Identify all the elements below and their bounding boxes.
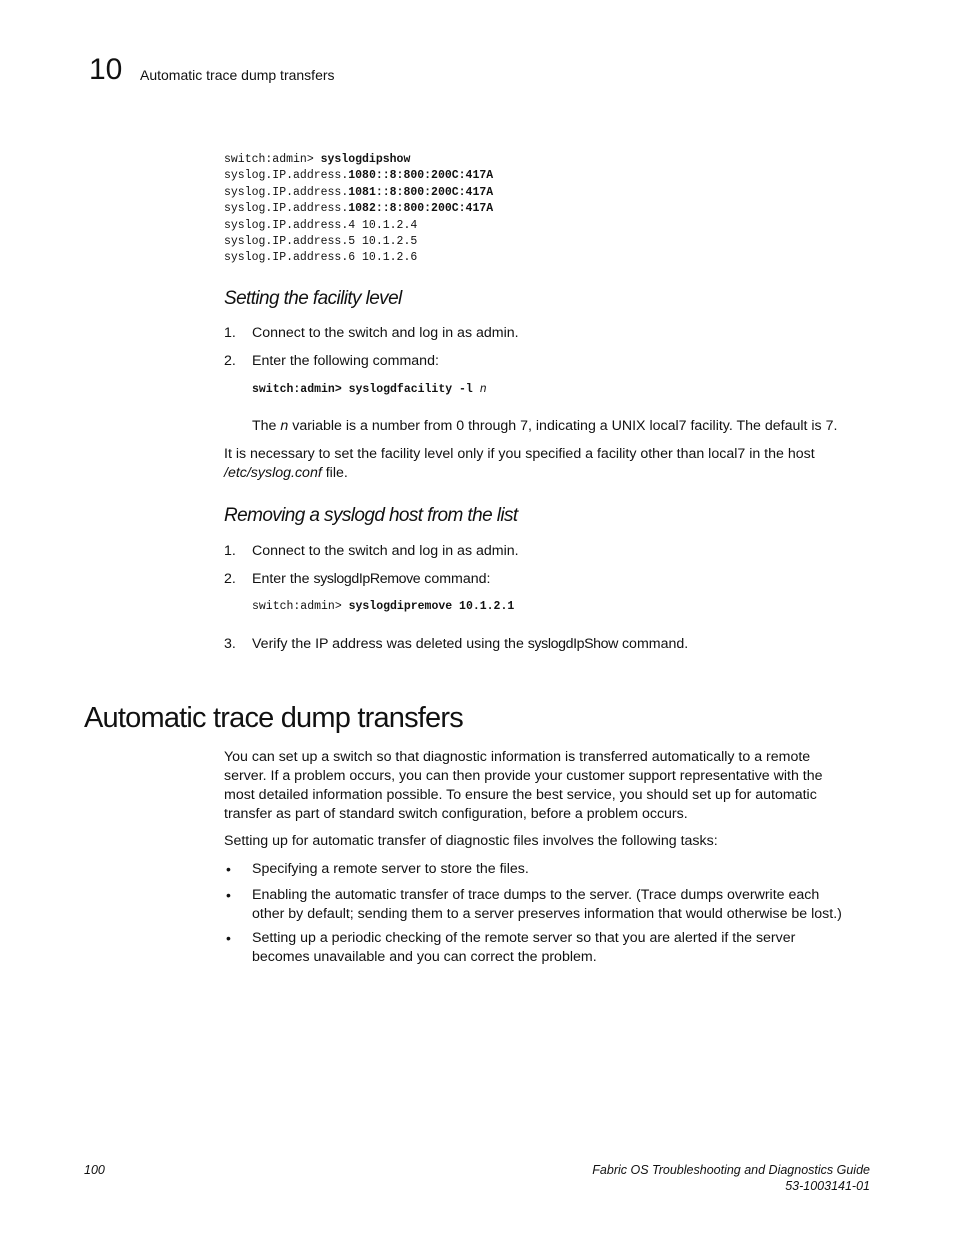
list-item: Setting up a periodic checking of the remote server so that you are alerted if the server becomes unavailable and you can correct the problem. bbox=[252, 930, 796, 965]
step-number: 3. bbox=[224, 636, 236, 652]
code-line: syslog.IP.address.5 10.1.2.5 bbox=[224, 235, 418, 249]
code-line: syslog.IP.address.1082::8:800:200C:417A bbox=[224, 202, 494, 216]
code-command-syslogdfacility: switch:admin> syslogdfacility -l n bbox=[252, 383, 487, 396]
step-number: 2. bbox=[224, 353, 236, 369]
section-heading-facility: Setting the facility level bbox=[224, 288, 402, 309]
step-text: Connect to the switch and log in as admin. bbox=[252, 543, 519, 559]
page-number: 100 bbox=[84, 1163, 105, 1177]
step-number: 1. bbox=[224, 543, 236, 559]
facility-paragraph: It is necessary to set the facility level only if you specified a facility other than local7 in the host /etc/syslog.conf file. bbox=[224, 446, 815, 481]
command-name: syslogdIpRemove bbox=[313, 571, 421, 587]
code-line: syslog.IP.address.1080::8:800:200C:417A bbox=[224, 169, 494, 183]
facility-note: The n variable is a number from 0 through 7, indicating a UNIX local7 facility. The default is 7. bbox=[252, 418, 838, 434]
section-heading-auto-trace: Automatic trace dump transfers bbox=[84, 702, 463, 734]
footer-guide-title: Fabric OS Troubleshooting and Diagnostics Guide 53-1003141-01 bbox=[592, 1163, 870, 1193]
code-line: syslog.IP.address.6 10.1.2.6 bbox=[224, 251, 418, 265]
code-line: syslog.IP.address.1081::8:800:200C:417A bbox=[224, 185, 494, 199]
bullet-marker: • bbox=[226, 887, 231, 903]
command-name: syslogdIpShow bbox=[527, 636, 619, 652]
section-heading-remove: Removing a syslogd host from the list bbox=[224, 505, 518, 526]
step-text: Enter the syslogdIpRemove command: bbox=[252, 571, 491, 587]
bullet-marker: • bbox=[226, 861, 231, 877]
auto-trace-paragraph: You can set up a switch so that diagnostic information is transferred automatically to a remote server. If a problem occurs, you can then provide your customer support representative with the most detailed information possible. To ensure the best service, you should set up for automatic transfer as part of standard switch configuration, before a problem occurs. bbox=[224, 749, 823, 822]
chapter-number: 10 bbox=[89, 53, 123, 86]
auto-trace-tasks-intro: Setting up for automatic transfer of diagnostic files involves the following tasks: bbox=[224, 833, 718, 849]
step-number: 2. bbox=[224, 571, 236, 587]
step-text: Verify the IP address was deleted using the syslogdIpShow command. bbox=[252, 636, 689, 652]
code-prompt: switch:admin> bbox=[224, 153, 321, 166]
step-number: 1. bbox=[224, 325, 236, 341]
code-block-syslogdipshow bbox=[224, 152, 493, 267]
step-text: Connect to the switch and log in as admin. bbox=[252, 325, 519, 341]
chapter-title: Automatic trace dump transfers bbox=[140, 67, 335, 83]
code-line: syslog.IP.address.4 10.1.2.4 bbox=[224, 218, 418, 232]
step-text: Enter the following command: bbox=[252, 353, 439, 369]
footer-doc-number: 53-1003141-01 bbox=[785, 1179, 870, 1193]
code-variable: n bbox=[479, 383, 487, 396]
code-command: syslogdipshow bbox=[320, 153, 411, 166]
bullet-marker: • bbox=[226, 930, 231, 946]
list-item: Specifying a remote server to store the files. bbox=[252, 861, 529, 877]
list-item: Enabling the automatic transfer of trace dumps to the server. (Trace dumps overwrite each other by default; sending them to a server preserves information that would otherwise be lost.) bbox=[252, 887, 842, 922]
code-command-syslogdipremove: switch:admin> syslogdipremove 10.1.2.1 bbox=[252, 600, 515, 613]
